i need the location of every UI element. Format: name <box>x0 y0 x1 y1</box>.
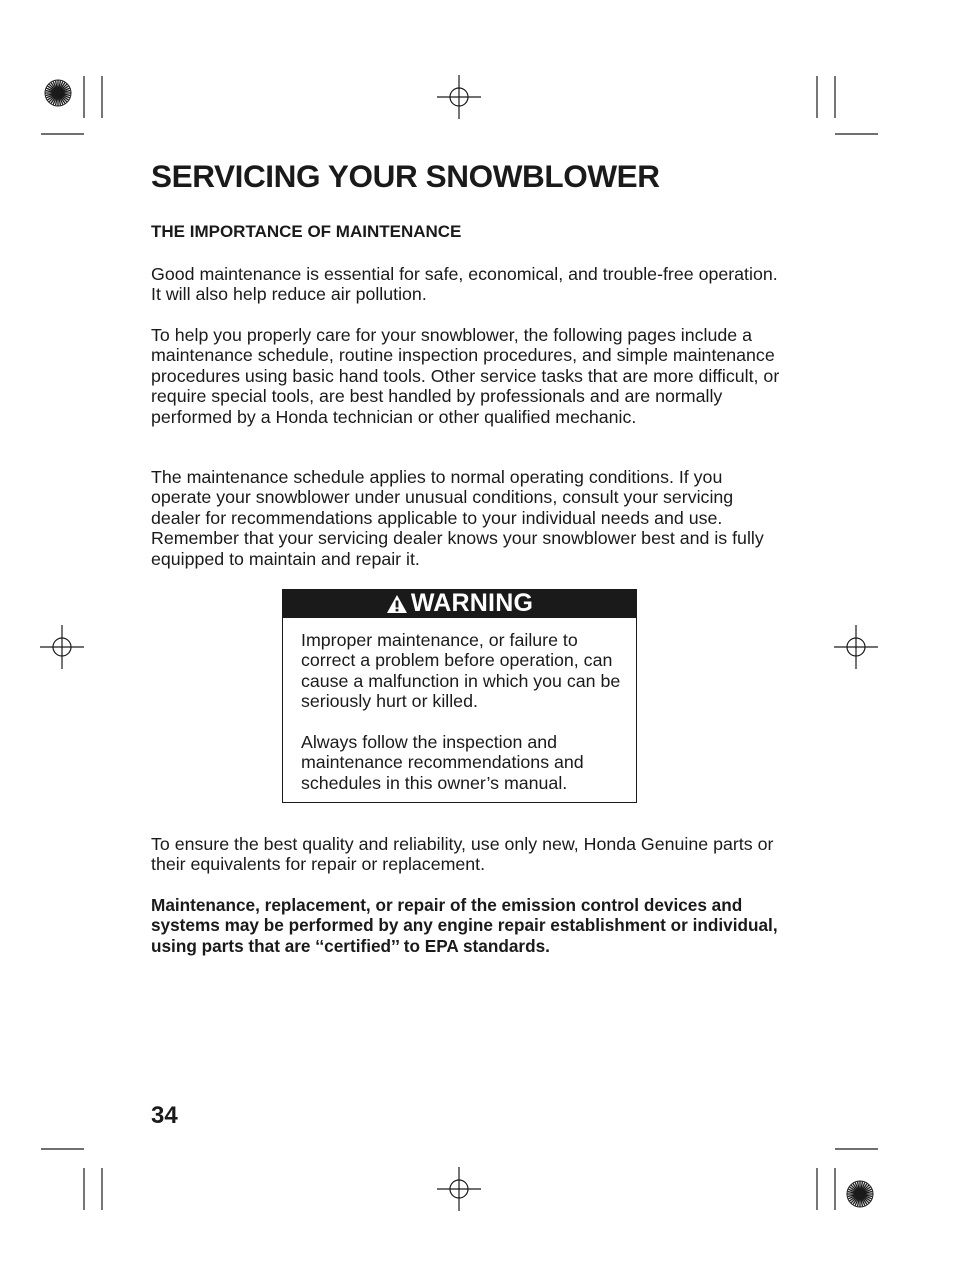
starburst-target-top-left <box>45 80 71 106</box>
registration-crosshair-top <box>437 75 481 119</box>
starburst-target-bottom-right <box>847 1181 873 1207</box>
warning-label: WARNING <box>410 589 534 617</box>
registration-crosshair-right <box>834 625 878 669</box>
warning-text-1: Improper maintenance, or failure to correct a problem before operation, can cause a malfunction in which you can be seriously hurt or killed. <box>301 630 621 712</box>
section-heading: THE IMPORTANCE OF MAINTENANCE <box>151 222 462 241</box>
registration-crosshair-bottom <box>437 1167 481 1211</box>
paragraph-schedule: The maintenance schedule applies to normal operating conditions. If you operate your snowblower under unusual conditions, consult your servicing dealer for recommendations applicable to your individual needs and use. Remember that your servicing dealer knows your snowblower best and is fully equipped to maintain and repair it. <box>151 467 764 569</box>
warning-box <box>282 589 637 803</box>
paragraph-care: To help you properly care for your snowblower, the following pages include a maintenance schedule, routine inspection procedures, and simple maintenance procedures using basic hand tools. Other service tasks that are more difficult, or require special tools, are best handled by professionals and are normally performed by a Honda technician or other qualified mechanic. <box>151 325 780 427</box>
warning-header <box>282 589 637 618</box>
paragraph-emission-notice: Maintenance, replacement, or repair of the emission control devices and systems may be performed by any engine repair establishment or individual, using parts that are ‘‘certified’’ to EPA standards. <box>151 895 778 956</box>
warning-text-2: Always follow the inspection and maintenance recommendations and schedules in this owner’s manual. <box>301 732 584 793</box>
paragraph-intro: Good maintenance is essential for safe, economical, and trouble-free operation. It will also help reduce air pollution. <box>151 264 778 305</box>
page-title: SERVICING YOUR SNOWBLOWER <box>151 158 660 194</box>
page-number: 34 <box>151 1102 178 1129</box>
registration-crosshair-left <box>40 625 84 669</box>
paragraph-genuine-parts: To ensure the best quality and reliability, use only new, Honda Genuine parts or their equivalents for repair or replacement. <box>151 834 774 875</box>
warning-triangle-icon <box>386 594 408 614</box>
